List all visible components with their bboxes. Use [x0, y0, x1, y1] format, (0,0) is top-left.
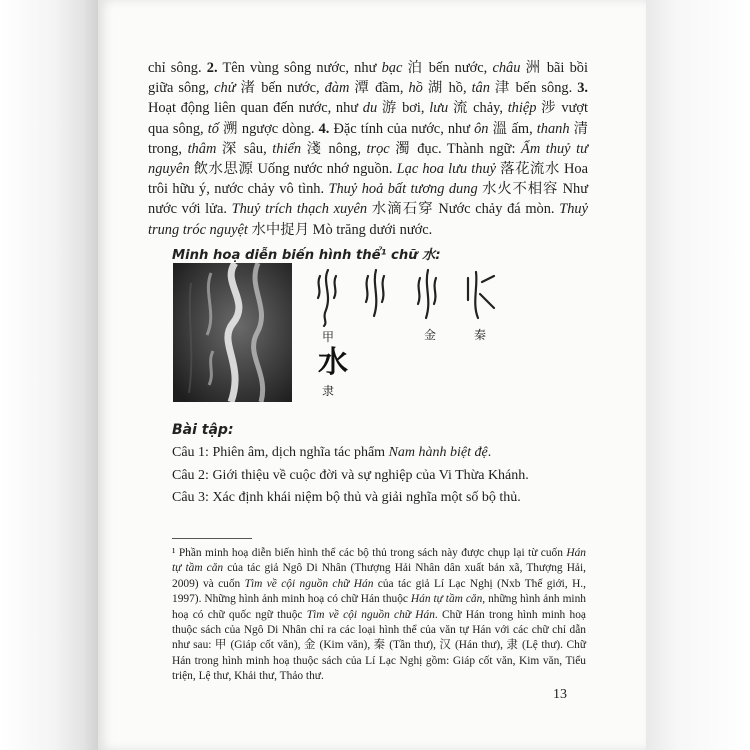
- text-run: 涉 vượt qua sông,: [148, 100, 588, 137]
- bold-run: 2.: [206, 60, 218, 76]
- text-run: 溯 ngược dòng.: [218, 120, 319, 137]
- italic-run: thiển: [272, 140, 302, 157]
- script-evolution-glyphs: [308, 260, 508, 410]
- oracle-bone-inscription-image: [173, 263, 292, 402]
- text-run: Đặc tính của nước, như: [329, 120, 475, 137]
- text-run: Tên vùng sông nước, như: [217, 60, 382, 76]
- italic-run: hồ: [408, 80, 423, 97]
- text-run: 潭 đầm,: [349, 80, 409, 97]
- exercise-item: [172, 465, 529, 488]
- text-run: , những hình ảnh minh hoạ có chữ quốc ngữ thuộc: [172, 593, 586, 621]
- text-run: 泊 bến nước,: [402, 60, 493, 76]
- exercise-item: [172, 487, 529, 510]
- italic-run: thanh: [536, 120, 570, 137]
- illustration-caption: Minh hoạ diễn biến hình thể¹ chữ 水:: [172, 248, 441, 263]
- text-run: 水滴石穿 Nước chảy đá mòn.: [367, 201, 560, 218]
- italic-run: lưu: [429, 100, 449, 117]
- italic-run: Ẩm thuỷ tư nguyên: [148, 140, 588, 178]
- text-run: Câu 1: Phiên âm, dịch nghĩa tác phẩm: [172, 445, 389, 460]
- italic-run: tố: [207, 120, 219, 137]
- main-text: [148, 58, 588, 240]
- label-qin: 秦: [474, 328, 487, 342]
- italic-run: Nam hành biệt đệ: [388, 445, 488, 460]
- text-run: của tác giả Ngô Di Nhân (Thượng Hải Nhân dân xuất bản xã, Thượng Hải, 2009) và cuốn: [172, 562, 586, 590]
- text-run: của tác giả Lí Lạc Nghị (Nxb Thế giới, H., 1997). Những hình ảnh minh hoạ có chữ Hán thuộc: [172, 577, 586, 606]
- italic-run: chử: [214, 80, 236, 97]
- text-run: 渚 bến nước,: [235, 80, 325, 97]
- text-run: Câu 3: Xác định khái niệm bộ thủ và giải nghĩa một số bộ thủ.: [172, 490, 521, 505]
- italic-run: bạc: [381, 60, 403, 76]
- text-run: 水火不相容 Như nước với lửa.: [148, 181, 588, 218]
- italic-run: châu: [492, 60, 521, 76]
- text-run: 濁 đục. Thành ngữ:: [389, 140, 522, 157]
- italic-run: Lạc hoa lưu thuỷ: [396, 161, 497, 178]
- page-number: 13: [553, 687, 567, 702]
- italic-run: thiệp: [507, 100, 537, 117]
- text-run: 水中捉月 Mò trăng dưới nước.: [247, 221, 433, 238]
- label-jin: 金: [424, 328, 437, 342]
- bold-run: 4.: [318, 120, 330, 137]
- label-li: 隶: [322, 384, 335, 398]
- text-run: 飲水思源 Uống nước nhớ nguồn.: [189, 161, 397, 178]
- text-run: 流 chảy,: [448, 100, 508, 117]
- text-run: Hoạt động liên quan đến nước, như: [148, 100, 363, 117]
- text-run: . Chữ Hán trong hình minh hoạ thuộc sách của Ngô Di Nhân chỉ ra các loại hình thể của văn tự Hán với các chữ chỉ dẫn như sau: 甲 (Giáp cốt văn), 金 (Kim văn), 秦 (Tần thư), 汉 (Hán thư), 隶 (Lệ thư). Chữ Hán trong hình minh hoạ thuộc sách của Lí Lạc Nghị gồm: Giáp cốt văn, Kim văn, Tiểu triện, Lệ thư, Khải thư, Thảo thư.: [172, 608, 586, 683]
- text-run: 津 bến sông.: [489, 80, 578, 97]
- body-paragraph: [148, 58, 588, 240]
- italic-run: trọc: [366, 140, 390, 157]
- page-edge-right: [646, 0, 750, 750]
- oracle-bone-photo: [173, 263, 292, 402]
- exercises-section: [172, 422, 529, 510]
- text-run: 清 trong,: [148, 120, 588, 157]
- text-run: 落花流水 Hoa trôi hữu ý, nước chảy vô tình.: [148, 161, 589, 198]
- italic-run: thâm: [187, 140, 217, 157]
- italic-run: du: [362, 100, 378, 117]
- text-run: 湖 hồ,: [422, 80, 472, 97]
- exercises-heading: Bài tập:: [172, 422, 234, 438]
- text-run: 深 sâu,: [216, 140, 273, 157]
- text-run: 洲 bãi bồi giữa sông,: [148, 60, 588, 97]
- italic-run: Thuỷ trích thạch xuyên: [231, 201, 368, 218]
- italic-run: Hán tự tầm căn: [172, 547, 586, 575]
- clerical-water-character: 水: [318, 345, 348, 380]
- italic-run: Thuỷ hoả bất tương dung: [328, 181, 478, 198]
- text-run: 溫 ấm,: [488, 120, 537, 137]
- bold-run: 3.: [577, 80, 588, 97]
- italic-run: Hán tự tầm căn: [410, 593, 483, 606]
- text-run: 淺 nông,: [301, 140, 367, 157]
- italic-run: Tìm về cội nguồn chữ Hán: [306, 608, 435, 621]
- footnote: [172, 546, 586, 685]
- exercise-item: [172, 442, 529, 465]
- text-run: ¹ Phần minh hoạ diễn biến hình thể các bộ thủ trong sách này được chụp lại từ cuốn: [172, 547, 567, 559]
- italic-run: tân: [471, 80, 490, 97]
- italic-run: Thuỷ trung tróc nguyệt: [148, 201, 588, 238]
- italic-run: Tìm về cội nguồn chữ Hán: [244, 577, 374, 590]
- italic-run: ôn: [474, 120, 489, 137]
- text-run: 游 bơi,: [377, 100, 430, 117]
- text-run: Câu 2: Giới thiệu về cuộc đời và sự nghiệp của Vi Thừa Khánh.: [172, 467, 529, 483]
- book-gutter: [0, 0, 98, 750]
- italic-run: đàm: [324, 80, 350, 97]
- label-jia: 甲: [322, 330, 335, 344]
- text-run: .: [487, 445, 492, 460]
- text-run: chỉ sông.: [148, 60, 207, 76]
- footnote-divider: [172, 538, 252, 539]
